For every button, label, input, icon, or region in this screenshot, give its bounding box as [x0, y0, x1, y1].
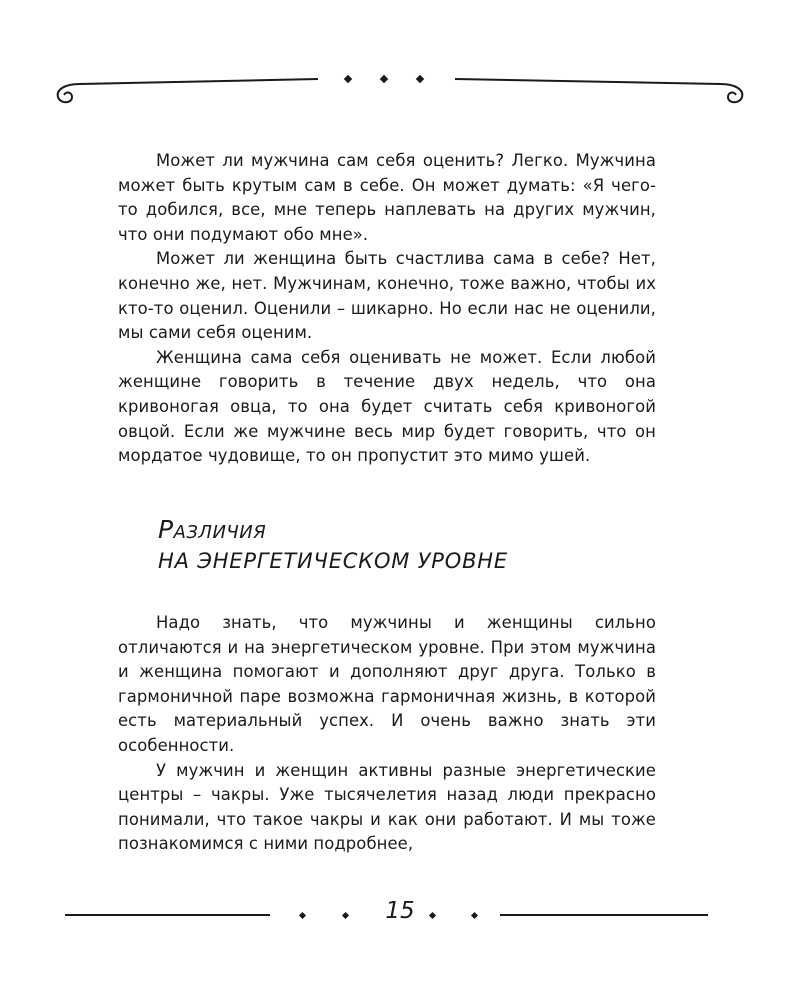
right-swirl-icon — [455, 79, 720, 84]
paragraph: Может ли женщина быть счастлива сама в себе? Нет, конечно же, нет. Мужчинам, конечно, тоже важно, чтобы их кто-то оценил. Оценили – шикарно. Но если нас не оценили, мы сами себя оценим. — [118, 249, 656, 343]
section-heading — [158, 515, 508, 574]
body-section-1 — [118, 149, 656, 469]
diamond-icon-group — [344, 75, 424, 83]
top-ornament — [50, 62, 750, 112]
heading-line-2: НА ЭНЕРГЕТИЧЕСКОМ УРОВНЕ — [158, 549, 508, 573]
paragraph: Может ли мужчина сам себя оценить? Легко. Мужчина может быть крутым сам в себе. Он может думать: «Я чего-то добился, все, мне теперь наплевать на других мужчин, что они подумают обо мне». — [118, 151, 656, 244]
heading-line-1: Различия — [158, 515, 267, 544]
paragraph: Женщина сама себя оценивать не может. Если любой женщине говорить в течение двух недель, что она кривоногая овца, то она будет считать себя кривоногой овцой. Если же мужчине весь мир будет говорить, что он мордатое чудовище, то он пропустит это мимо ушей. — [118, 347, 656, 466]
body-section-2 — [118, 611, 656, 857]
paragraph: Надо знать, что мужчины и женщины сильно отличаются и на энергетическом уровне. При этом мужчина и женщина помогают и дополняют друг друга. Только в гармоничной паре возможна гармоничная жизнь, в которой есть материальный успех. И очень важно знать эти особенности. — [118, 613, 656, 755]
paragraph: У мужчин и женщин активны разные энергетические центры – чакры. Уже тысячелетия назад люди прекрасно понимали, что такое чакры и как они работают. И мы тоже познакомимся с ними подробнее, — [118, 760, 656, 854]
left-swirl-icon — [80, 79, 318, 84]
page-number: 15 — [385, 898, 415, 924]
